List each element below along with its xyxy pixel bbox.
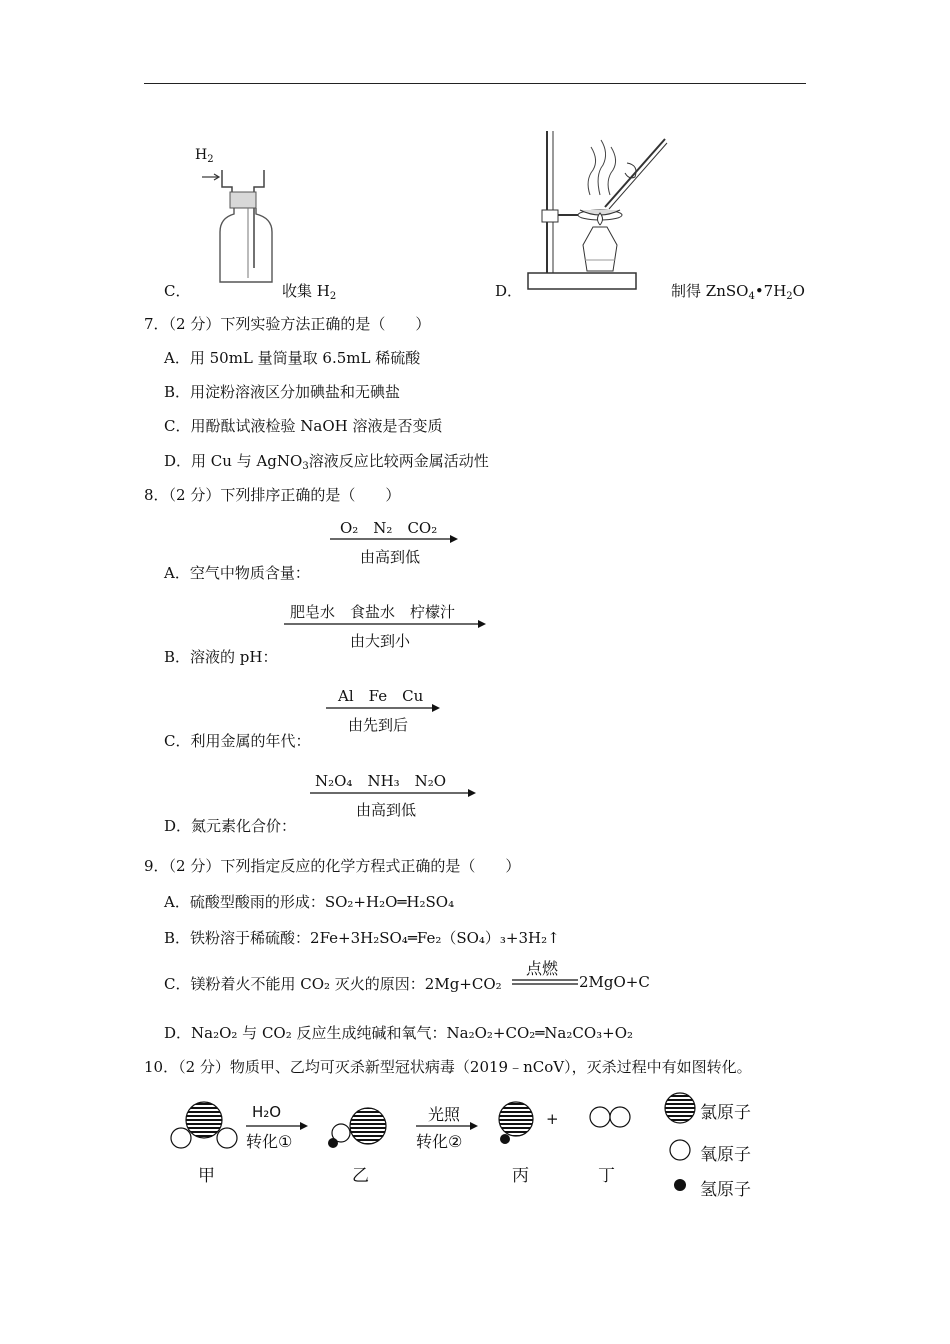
q10-step1-bottom: 转化① (246, 1132, 293, 1151)
q8-a-arrow-top: O₂ N₂ CO₂ (340, 519, 438, 537)
q8-d-arrow (310, 788, 480, 798)
header-rule (144, 83, 806, 84)
q8-d-arrow-top: N₂O₄ NH₃ N₂O (315, 772, 447, 790)
q8-b-arrow-bottom: 由大到小 (350, 632, 411, 650)
q10-step1-top: H₂O (252, 1103, 282, 1121)
q9-option-a: A．硫酸型酸雨的形成：SO₂+H₂O═H₂SO₄ (164, 893, 455, 911)
option-d-caption: 制得 $ZnSO_4•7H_2O$ (671, 282, 805, 302)
q9-c-equals (512, 978, 578, 986)
gas-label: $H_2$ (195, 147, 214, 165)
q8-c-arrow-bottom: 由先到后 (348, 716, 409, 734)
option-c-label: C． (164, 282, 191, 300)
q10-step2-top: 光照 (428, 1105, 461, 1124)
q8-a-arrow (330, 534, 462, 544)
q9-stem: 9．（2 分）下列指定反应的化学方程式正确的是（ ） (144, 857, 521, 875)
q10-label-yi: 乙 (352, 1166, 369, 1186)
q7-stem: 7．（2 分）下列实验方法正确的是（ ） (144, 315, 431, 333)
q9-c-product: 2MgO+C (579, 973, 650, 991)
q8-option-d: D．氮元素化合价： (164, 817, 297, 835)
q9-c-condition: 点燃 (526, 959, 559, 978)
q8-stem: 8．（2 分）下列排序正确的是（ ） (144, 486, 401, 504)
q10-label-bing: 丙 (512, 1166, 529, 1186)
q7-option-d: D．用 Cu 与 AgNO$_3$溶液反应比较两金属活动性 (164, 452, 489, 472)
q9-option-b: B．铁粉溶于稀硫酸：2Fe+3H₂SO₄═Fe₂（SO₄）₃+3H₂↑ (164, 929, 560, 947)
q10-step2-bottom: 转化② (416, 1132, 463, 1151)
option-d-label: D． (495, 282, 523, 300)
option-c-caption: 收集 $H_2$ (282, 282, 337, 302)
q8-a-arrow-bottom: 由高到低 (360, 548, 421, 566)
legend-chlorine: 氯原子 (700, 1103, 751, 1123)
evaporation-figure (525, 125, 670, 295)
q8-d-arrow-bottom: 由高到低 (356, 801, 417, 819)
q10-label-ding: 丁 (598, 1166, 615, 1186)
q8-option-b: B．溶液的 pH： (164, 648, 278, 666)
q8-b-arrow-top: 肥皂水 食盐水 柠檬汁 (290, 603, 456, 621)
q10-plus: + (546, 1110, 559, 1128)
legend-hydrogen: 氢原子 (700, 1180, 751, 1200)
q8-c-arrow-top: Al Fe Cu (338, 687, 424, 705)
q8-b-arrow (284, 619, 490, 629)
q10-stem: 10．（2 分）物质甲、乙均可灭杀新型冠状病毒（2019﹣nCoV），灭杀过程中有如图转化。 (144, 1058, 752, 1076)
q8-c-arrow (326, 703, 444, 713)
q7-option-a: A．用 50mL 量筒量取 6.5mL 稀硫酸 (164, 349, 421, 367)
q7-option-c: C．用酚酞试液检验 NaOH 溶液是否变质 (164, 417, 443, 435)
legend-oxygen: 氧原子 (700, 1145, 751, 1165)
q9-option-d: D．Na₂O₂ 与 CO₂ 反应生成纯碱和氧气：Na₂O₂+CO₂═Na₂CO₃+O₂ (164, 1024, 634, 1042)
q9-option-c: C．镁粉着火不能用 CO₂ 灭火的原因：2Mg+CO₂ (164, 975, 502, 993)
q7-option-b: B．用淀粉溶液区分加碘盐和无碘盐 (164, 383, 401, 401)
q8-option-c: C．利用金属的年代： (164, 732, 311, 750)
q8-option-a: A．空气中物质含量： (164, 564, 310, 582)
q10-label-jia: 甲 (198, 1166, 215, 1186)
